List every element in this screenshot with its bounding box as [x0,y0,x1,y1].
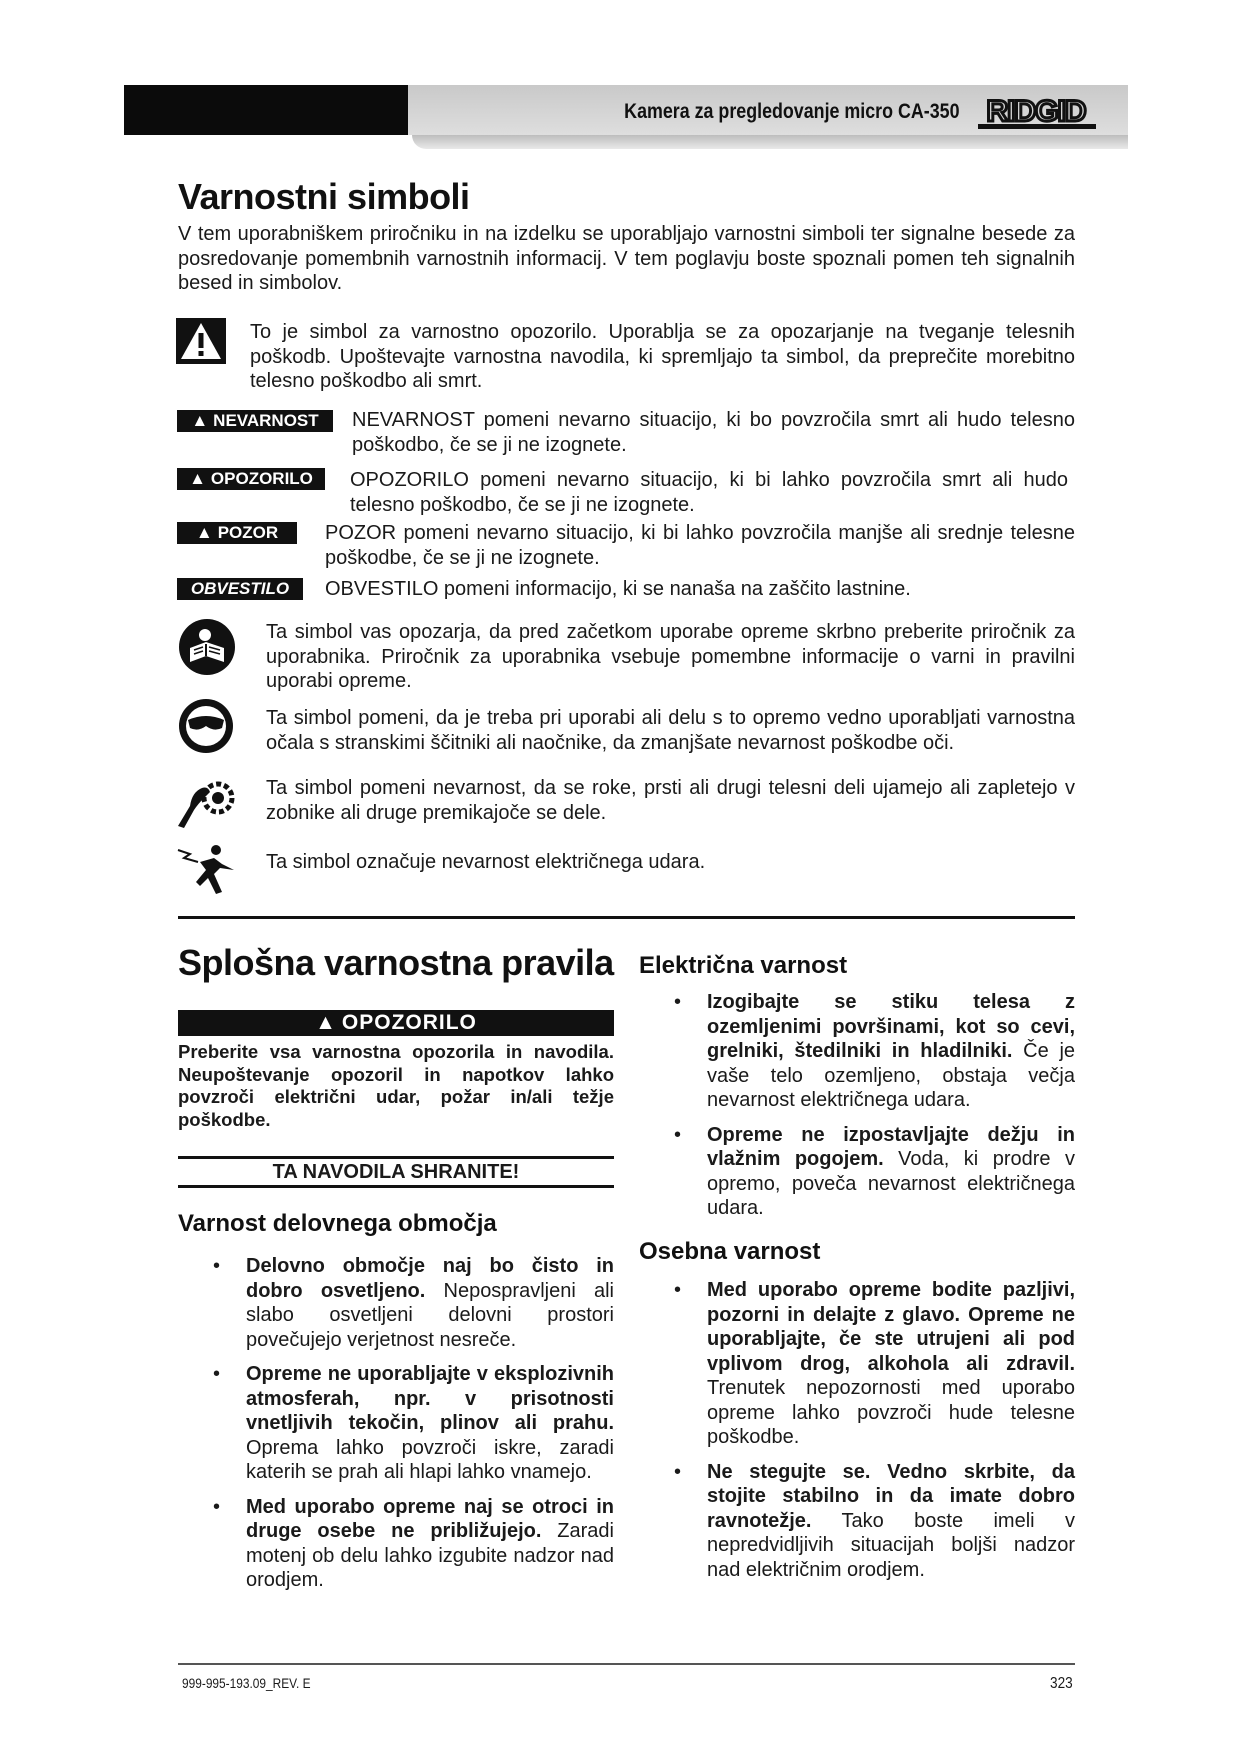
read-manual-icon [178,618,236,676]
warning-text: Preberite vsa varnostna opozorila in navodila. Neupoštevanje opozoril in napotkov lahko povzroči električni udar, požar in/ali težje poškodbe. [178,1041,614,1130]
entanglement-icon [174,770,238,830]
list-item: • Delovno območje naj bo čisto in dobro osvetljeno. Nepospravljeni ali slabo osvetljeni delovni prostori povečujejo verjetnost nesreče. [213,1255,614,1351]
entanglement-text: Ta simbol pomeni nevarnost, da se roke, prsti ali drugi telesni deli ujamejo ali zapletejo v zobnike ali druge premikajoče se dele. [266,777,1075,824]
section-title-symbols: Varnostni simboli [178,176,470,217]
list-item: • Opreme ne izpostavljajte dežju in vlažnim pogojem. Voda, ki prodre v opremo, poveča nevarnost električnega udara. [674,1123,1075,1219]
list-item: • Med uporabo opreme bodite pazljivi, pozorni in delajte z glavo. Opreme ne uporabljajte, če ste utrujeni ali pod vplivom drog, alkohola ali zdravil. Trenutek nepozornosti med uporabo opreme lahko povzroči hude telesne poškodbe. [674,1279,1075,1448]
electric-shock-icon [176,840,240,896]
list-item: • Opreme ne uporabljajte v eksplozivnih atmosferah, npr. v prisotnosti vnetljivih tekočin, plinov ali prahu. Oprema lahko povzroči iskre, zaradi katerih se prah ali hlapi lahko vnamejo. [213,1363,614,1483]
safety-glasses-text: Ta simbol pomeni, da je treba pri uporabi ali delu s to opremo vedno uporabljati varnostna očala s stranskimi ščitniki ali naočnike, da zmanjšate nevarnost poškodbe oči. [266,707,1075,754]
alert-symbol-text: To je simbol za varnostno opozorilo. Uporablja se za opozarjanje na tveganje telesnih poškodb. Upoštevajte varnostna navodila, ki spremljajo ta simbol, da preprečite morebitno telesno poškodbo ali smrt. [250,321,1075,392]
list-item: • Ne stegujte se. Vedno skrbite, da stojite stabilno in da imate dobro ravnotežje. Tako boste imeli v nepredvidljivih situacijah boljši nadzor nad električnim orodjem. [674,1460,1075,1581]
symbols-intro: V tem uporabniškem priročniku in na izdelku se uporabljajo varnostni simboli ter signalne besede za posredovanje pomembnih varnostnih informacij. V tem poglavju boste spoznali pomen teh signalnih besed in simbolov. [178,223,1075,294]
electrical-title: Električna varnost [639,952,848,979]
alert-triangle-icon: ▲ [315,1011,337,1034]
keep-instructions: TA NAVODILA SHRANITE! [178,1156,614,1188]
list-item: • Med uporabo opreme naj se otroci in druge osebe ne približujejo. Zaradi motenj ob delu lahko izgubite nadzor nad orodjem. [213,1495,614,1591]
section-title-general: Splošna varnostna pravila [178,942,614,983]
work-area-list [210,1254,614,1603]
signal-text-opozorilo: OPOZORILO pomeni nevarno situacijo, ki bi lahko povzročila smrt ali hudo telesno poškodbo, če se ji ne izognete. [350,469,1068,516]
header-black-bar [124,85,414,135]
header-title: Kamera za pregledovanje micro CA-350 [623,100,959,123]
work-area-title: Varnost delovnega območja [178,1210,497,1237]
header-shadow [412,135,1128,149]
signal-text-pozor: POZOR pomeni nevarno situacijo, ki bi lahko povzročila manjše ali srednje telesne poškodbe, če se ji ne izognete. [325,522,1075,569]
logo-text: RIDGID [986,95,1086,128]
badge-pozor: ▲ POZOR [177,522,297,544]
signal-text-nevarnost: NEVARNOST pomeni nevarno situacijo, ki bo povzročila smrt ali hudo telesno poškodbo, če se ji ne izognete. [352,409,1075,456]
list-item: • Izogibajte se stiku telesa z ozemljenimi površinami, kot so cevi, grelniki, štedilniki in hladilniki. Če je vaše telo ozemljeno, obstaja večja nevarnost električnega udara. [674,991,1076,1111]
warning-bar: ▲ OPOZORILO [178,1010,614,1036]
electric-shock-text: Ta simbol označuje nevarnost električnega udara. [266,851,706,873]
safety-glasses-icon [178,698,234,754]
section-divider [178,916,1075,919]
badge-opozorilo: ▲ OPOZORILO [177,468,325,490]
warning-triangle-icon [176,318,226,364]
ridgid-logo [978,94,1098,130]
alert-triangle-icon: ▲ [189,469,206,488]
badge-nevarnost: ▲ NEVARNOST [177,410,333,432]
personal-title: Osebna varnost [639,1238,821,1265]
personal-list [671,1278,1075,1592]
electrical-list [671,990,1075,1231]
footer-rule [178,1663,1075,1665]
alert-triangle-icon: ▲ [195,523,213,542]
badge-obvestilo: OBVESTILO [177,578,303,600]
doc-code: 999-995-193.09_REV. E [182,1675,311,1691]
page-number: 323 [1050,1675,1073,1692]
alert-triangle-icon: ▲ [191,411,209,430]
signal-text-obvestilo: OBVESTILO pomeni informacijo, ki se nanaša na zaščito lastnine. [325,578,911,600]
read-manual-text: Ta simbol vas opozarja, da pred začetkom uporabe opreme skrbno preberite priročnik za uporabnika. Priročnik za uporabnika vsebuje pomembne informacije o varni in pravilni uporabi opreme. [266,621,1075,692]
